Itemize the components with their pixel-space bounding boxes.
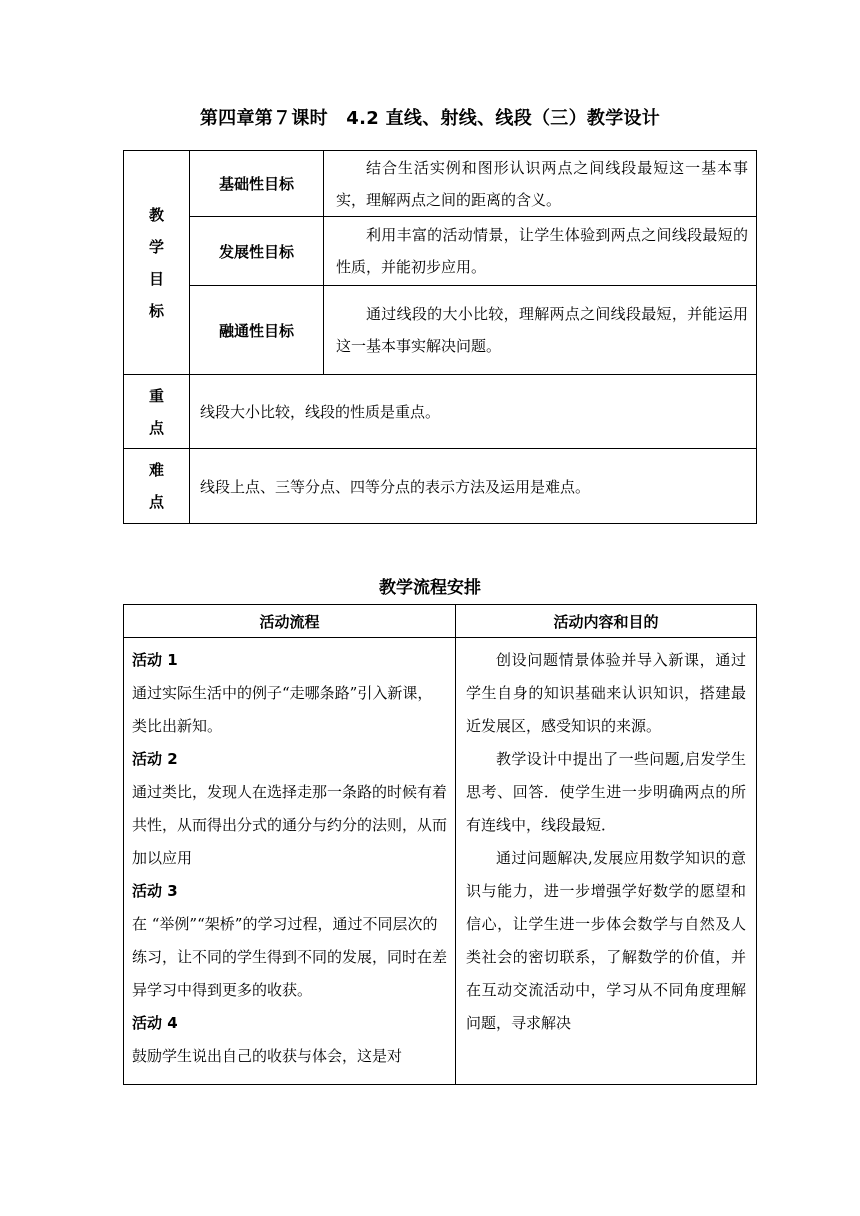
label-char: 点	[148, 493, 164, 511]
label-char: 教	[148, 205, 164, 224]
label-char: 目	[148, 269, 164, 288]
activity-title: 活动 4	[132, 1014, 178, 1032]
activity-title: 活动 3	[132, 882, 178, 900]
flow-content-row	[124, 638, 757, 1085]
activities-column	[124, 638, 456, 1085]
teaching-goals-table	[123, 150, 757, 524]
difficult-point-row	[124, 449, 757, 524]
goal-label: 发展性目标	[190, 217, 324, 286]
goal-row-integration	[124, 286, 757, 375]
label-char: 难	[148, 461, 164, 479]
goal-text: 结合生活实例和图形认识两点之间线段最短这一基本事实，理解两点之间的距离的含义。	[324, 151, 757, 217]
purpose-text: 创设问题情景体验并导入新课，通过学生自身的知识基础来认识知识，搭建最近发展区，感受知识的来源。	[466, 651, 746, 735]
activity-text: 通过类比，发现人在选择走那一条路的时候有着共性，从而得出分式的通分与约分的法则，从而加以应用	[132, 783, 448, 867]
difficult-point-label	[124, 449, 190, 524]
activity-title: 活动 1	[132, 651, 178, 669]
goal-label: 融通性目标	[190, 286, 324, 375]
goal-text: 通过线段的大小比较，理解两点之间线段最短，并能运用这一基本事实解决问题。	[324, 286, 757, 375]
key-point-text: 线段大小比较，线段的性质是重点。	[190, 375, 757, 449]
activity-text: 通过实际生活中的例子“走哪条路”引入新课，类比出新知。	[132, 684, 433, 735]
label-char: 标	[148, 301, 164, 320]
key-point-label	[124, 375, 190, 449]
flow-section-title: 教学流程安排	[379, 578, 481, 598]
teaching-flow-table	[123, 604, 757, 1085]
goal-label: 基础性目标	[190, 151, 324, 217]
goal-text: 利用丰富的活动情景，让学生体验到两点之间线段最短的性质，并能初步应用。	[324, 217, 757, 286]
flow-header-row	[124, 605, 757, 638]
purpose-text: 教学设计中提出了一些问题,启发学生思考、回答．使学生进一步明确两点的所有连线中，线段最短．	[466, 750, 746, 834]
document-title: 第四章第７课时 4.2 直线、射线、线段（三）教学设计	[199, 108, 661, 129]
goal-row-basic	[124, 151, 757, 217]
purpose-text: 通过问题解决,发展应用数学知识的意识与能力，进一步增强学好数学的愿望和信心，让学生进一步体会数学与自然及人类社会的密切联系，了解数学的价值，并在互动交流活动中，学习从不同角度理解问题，寻求解决	[466, 849, 746, 1032]
label-char: 学	[148, 237, 164, 256]
activity-text: 在 “举例”“架桥”的学习过程，通过不同层次的练习，让不同的学生得到不同的发展，同时在差异学习中得到更多的收获。	[132, 915, 448, 999]
purpose-column	[456, 638, 757, 1085]
goal-row-development	[124, 217, 757, 286]
activity-title: 活动 2	[132, 750, 178, 768]
activity-text: 鼓励学生说出自己的收获与体会，这是对	[132, 1047, 403, 1065]
flow-header-activities: 活动流程	[124, 605, 456, 638]
key-point-row	[124, 375, 757, 449]
teaching-goals-label	[124, 151, 190, 375]
label-char: 点	[148, 418, 164, 437]
difficult-point-text: 线段上点、三等分点、四等分点的表示方法及运用是难点。	[190, 449, 757, 524]
label-char: 重	[148, 386, 164, 405]
flow-header-purpose: 活动内容和目的	[456, 605, 757, 638]
